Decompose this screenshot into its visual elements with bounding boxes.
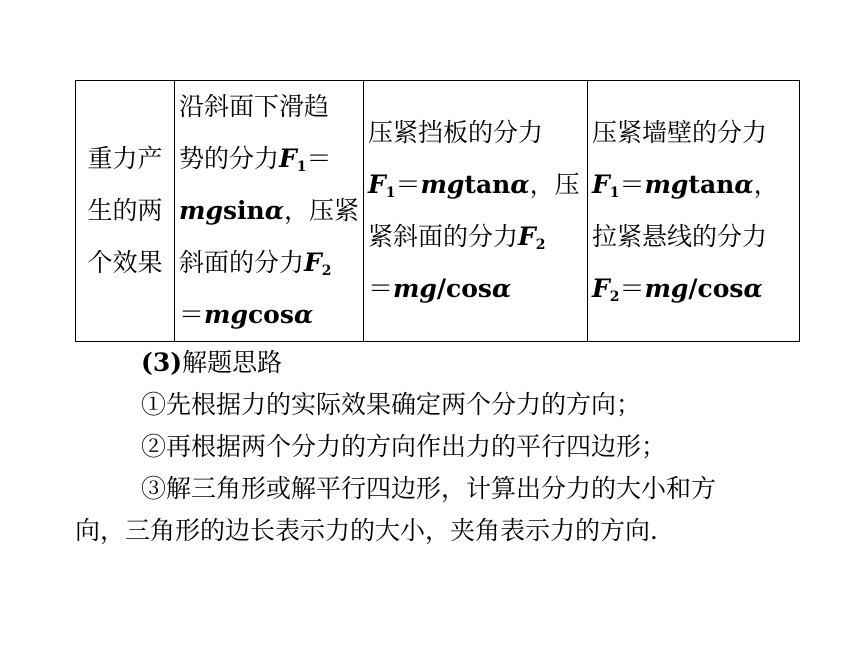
mg-symbol: mg (204, 300, 248, 329)
subscript: 2 (609, 289, 620, 305)
equals: ＝ (619, 274, 645, 303)
alpha-symbol: α (510, 170, 530, 199)
cell-line (592, 263, 795, 315)
force-symbol: F (367, 170, 386, 199)
force-symbol: F (517, 222, 536, 251)
alpha-symbol: α (492, 274, 512, 303)
func: cos (247, 300, 294, 329)
force-symbol: F (591, 274, 610, 303)
cell-line (368, 211, 583, 263)
incline-case-cell (175, 81, 364, 342)
cell-line (368, 263, 583, 315)
row-header-line: 生的两 (87, 196, 163, 225)
table-row (76, 81, 800, 342)
row-header-cell (76, 81, 175, 342)
func: tan (688, 170, 735, 199)
mg-symbol: mg (179, 196, 223, 225)
force-symbol: F (304, 248, 322, 277)
func: /cos (688, 274, 744, 303)
step-1: ①先根据力的实际效果确定两个分力的方向； (141, 390, 642, 419)
subscript: 1 (385, 185, 396, 201)
cell-line (368, 159, 583, 211)
cell-line (179, 133, 359, 185)
force-decomposition-table (75, 80, 800, 342)
heading-text: 解题思路 (182, 348, 283, 377)
row-header-line: 个效果 (87, 248, 163, 277)
func: /cos (436, 274, 493, 303)
subscript: 1 (296, 159, 307, 175)
alpha-symbol: α (743, 274, 763, 303)
cell-line (592, 159, 795, 211)
text: 斜面的分力 (179, 248, 305, 277)
subscript: 1 (609, 185, 620, 201)
equals: ＝ (306, 144, 332, 173)
step-3-continued: 向，三角形的边长表示力的大小，夹角表示力的方向． (75, 516, 676, 545)
plate-case-cell (363, 81, 587, 342)
func: tan (464, 170, 511, 199)
equals: ＝ (179, 300, 205, 329)
cell-line (179, 237, 359, 289)
equals: ＝ (367, 274, 393, 303)
alpha-symbol: α (293, 300, 314, 329)
text: ， (753, 170, 779, 199)
solution-notes (75, 342, 815, 552)
text: ，压紧 (283, 196, 359, 225)
mg-symbol: mg (420, 170, 465, 199)
cell-line: 沿斜面下滑趋 (179, 92, 330, 121)
step-3: ③解三角形或解平行四边形，计算出分力的大小和方 (141, 474, 717, 503)
notes-heading (75, 342, 815, 384)
cell-line: 压紧墙壁的分力 (591, 118, 767, 147)
mg-symbol: mg (644, 274, 689, 303)
force-symbol: F (591, 170, 610, 199)
row-header-line: 重力产 (87, 144, 163, 173)
mg-symbol: mg (644, 170, 689, 199)
mg-symbol: mg (392, 274, 437, 303)
force-symbol: F (279, 144, 297, 173)
subscript: 2 (321, 263, 332, 279)
equals: ＝ (395, 170, 421, 199)
wall-case-cell (587, 81, 799, 342)
cell-line: 压紧挡板的分力 (367, 118, 543, 147)
equals: ＝ (619, 170, 645, 199)
cell-line (179, 185, 359, 237)
text: 势的分力 (179, 144, 280, 173)
text: ，压 (529, 170, 580, 199)
cell-line (179, 289, 359, 341)
alpha-symbol: α (734, 170, 754, 199)
alpha-symbol: α (264, 196, 284, 225)
text: 紧斜面的分力 (367, 222, 518, 251)
func: sin (222, 196, 265, 225)
subscript: 2 (535, 237, 546, 253)
step-2: ②再根据两个分力的方向作出力的平行四边形； (141, 432, 667, 461)
heading-number: (3) (141, 348, 183, 377)
cell-line: 拉紧悬线的分力 (591, 222, 767, 251)
